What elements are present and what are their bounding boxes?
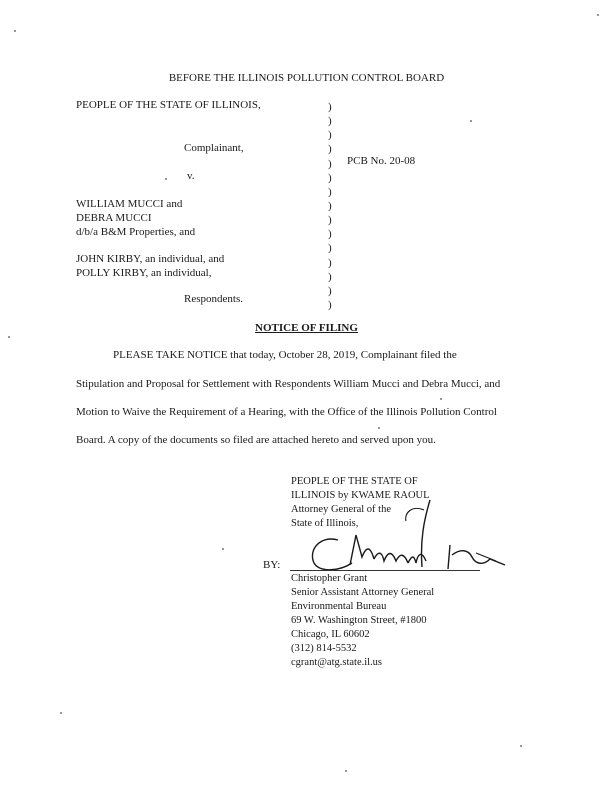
scan-speck xyxy=(378,427,380,429)
respondent-line: JOHN KIRBY, an individual, and xyxy=(76,253,225,265)
respondent-line: DEBRA MUCCI xyxy=(76,212,152,224)
paren: ) xyxy=(328,298,332,311)
paren: ) xyxy=(328,115,332,128)
scan-speck xyxy=(165,178,167,180)
paren: ) xyxy=(328,143,332,156)
body-line: Stipulation and Proposal for Settlement with Respondents William Mucci and Debra Mucci, and xyxy=(76,378,501,390)
signer-line: (312) 814-5532 xyxy=(291,643,357,654)
complainant-role: Complainant, xyxy=(184,142,244,154)
scan-speck xyxy=(345,770,347,772)
paren: ) xyxy=(328,157,332,170)
body-line: Board. A copy of the documents so filed are attached hereto and served upon you. xyxy=(76,434,436,446)
board-heading: BEFORE THE ILLINOIS POLLUTION CONTROL BOARD xyxy=(168,72,445,84)
scan-speck xyxy=(440,398,442,400)
paren: ) xyxy=(328,228,332,241)
respondent-line: d/b/a B&M Properties, and xyxy=(76,226,196,238)
handwritten-signature xyxy=(300,495,515,580)
scan-speck xyxy=(520,745,522,747)
case-number: PCB No. 20-08 xyxy=(347,155,416,167)
versus-label: v. xyxy=(187,170,195,182)
respondents-role: Respondents. xyxy=(184,293,243,305)
scan-speck xyxy=(470,120,472,122)
paren: ) xyxy=(328,199,332,212)
signer-line: cgrant@atg.state.il.us xyxy=(291,657,383,668)
paren: ) xyxy=(328,129,332,142)
body-line: Motion to Waive the Requirement of a Hearing, with the Office of the Illinois Pollution Control xyxy=(76,406,497,418)
party-line: Attorney General of the xyxy=(291,504,392,515)
paren: ) xyxy=(328,101,332,113)
scan-speck xyxy=(14,30,16,32)
body-line: PLEASE TAKE NOTICE that today, October 28, 2019, Complainant filed the xyxy=(113,349,457,361)
party-line: PEOPLE OF THE STATE OF xyxy=(291,476,418,487)
signer-line: Christopher Grant xyxy=(291,573,368,584)
by-label: BY: xyxy=(263,559,281,571)
caption-parentheses xyxy=(328,100,332,312)
signer-line: Chicago, IL 60602 xyxy=(291,629,370,640)
paren: ) xyxy=(328,284,332,297)
signer-line: 69 W. Washington Street, #1800 xyxy=(291,615,427,626)
respondent-line: WILLIAM MUCCI and xyxy=(76,198,183,210)
paren: ) xyxy=(328,270,332,283)
paren: ) xyxy=(328,214,332,227)
scan-speck xyxy=(60,712,62,714)
paren: ) xyxy=(328,171,332,184)
signature-rule xyxy=(290,570,480,571)
paren: ) xyxy=(328,185,332,198)
party-line: State of Illinois, xyxy=(291,518,359,529)
scan-speck xyxy=(222,548,224,550)
notice-title: NOTICE OF FILING xyxy=(255,322,358,334)
signer-line: Environmental Bureau xyxy=(291,601,387,612)
paren: ) xyxy=(328,242,332,255)
scan-speck xyxy=(8,336,10,338)
paren: ) xyxy=(328,256,332,269)
respondent-line: POLLY KIRBY, an individual, xyxy=(76,267,212,279)
scan-speck xyxy=(597,14,599,16)
signer-line: Senior Assistant Attorney General xyxy=(291,587,435,598)
party-line: ILLINOIS by KWAME RAOUL xyxy=(291,490,430,501)
plaintiff-name: PEOPLE OF THE STATE OF ILLINOIS, xyxy=(76,99,261,111)
